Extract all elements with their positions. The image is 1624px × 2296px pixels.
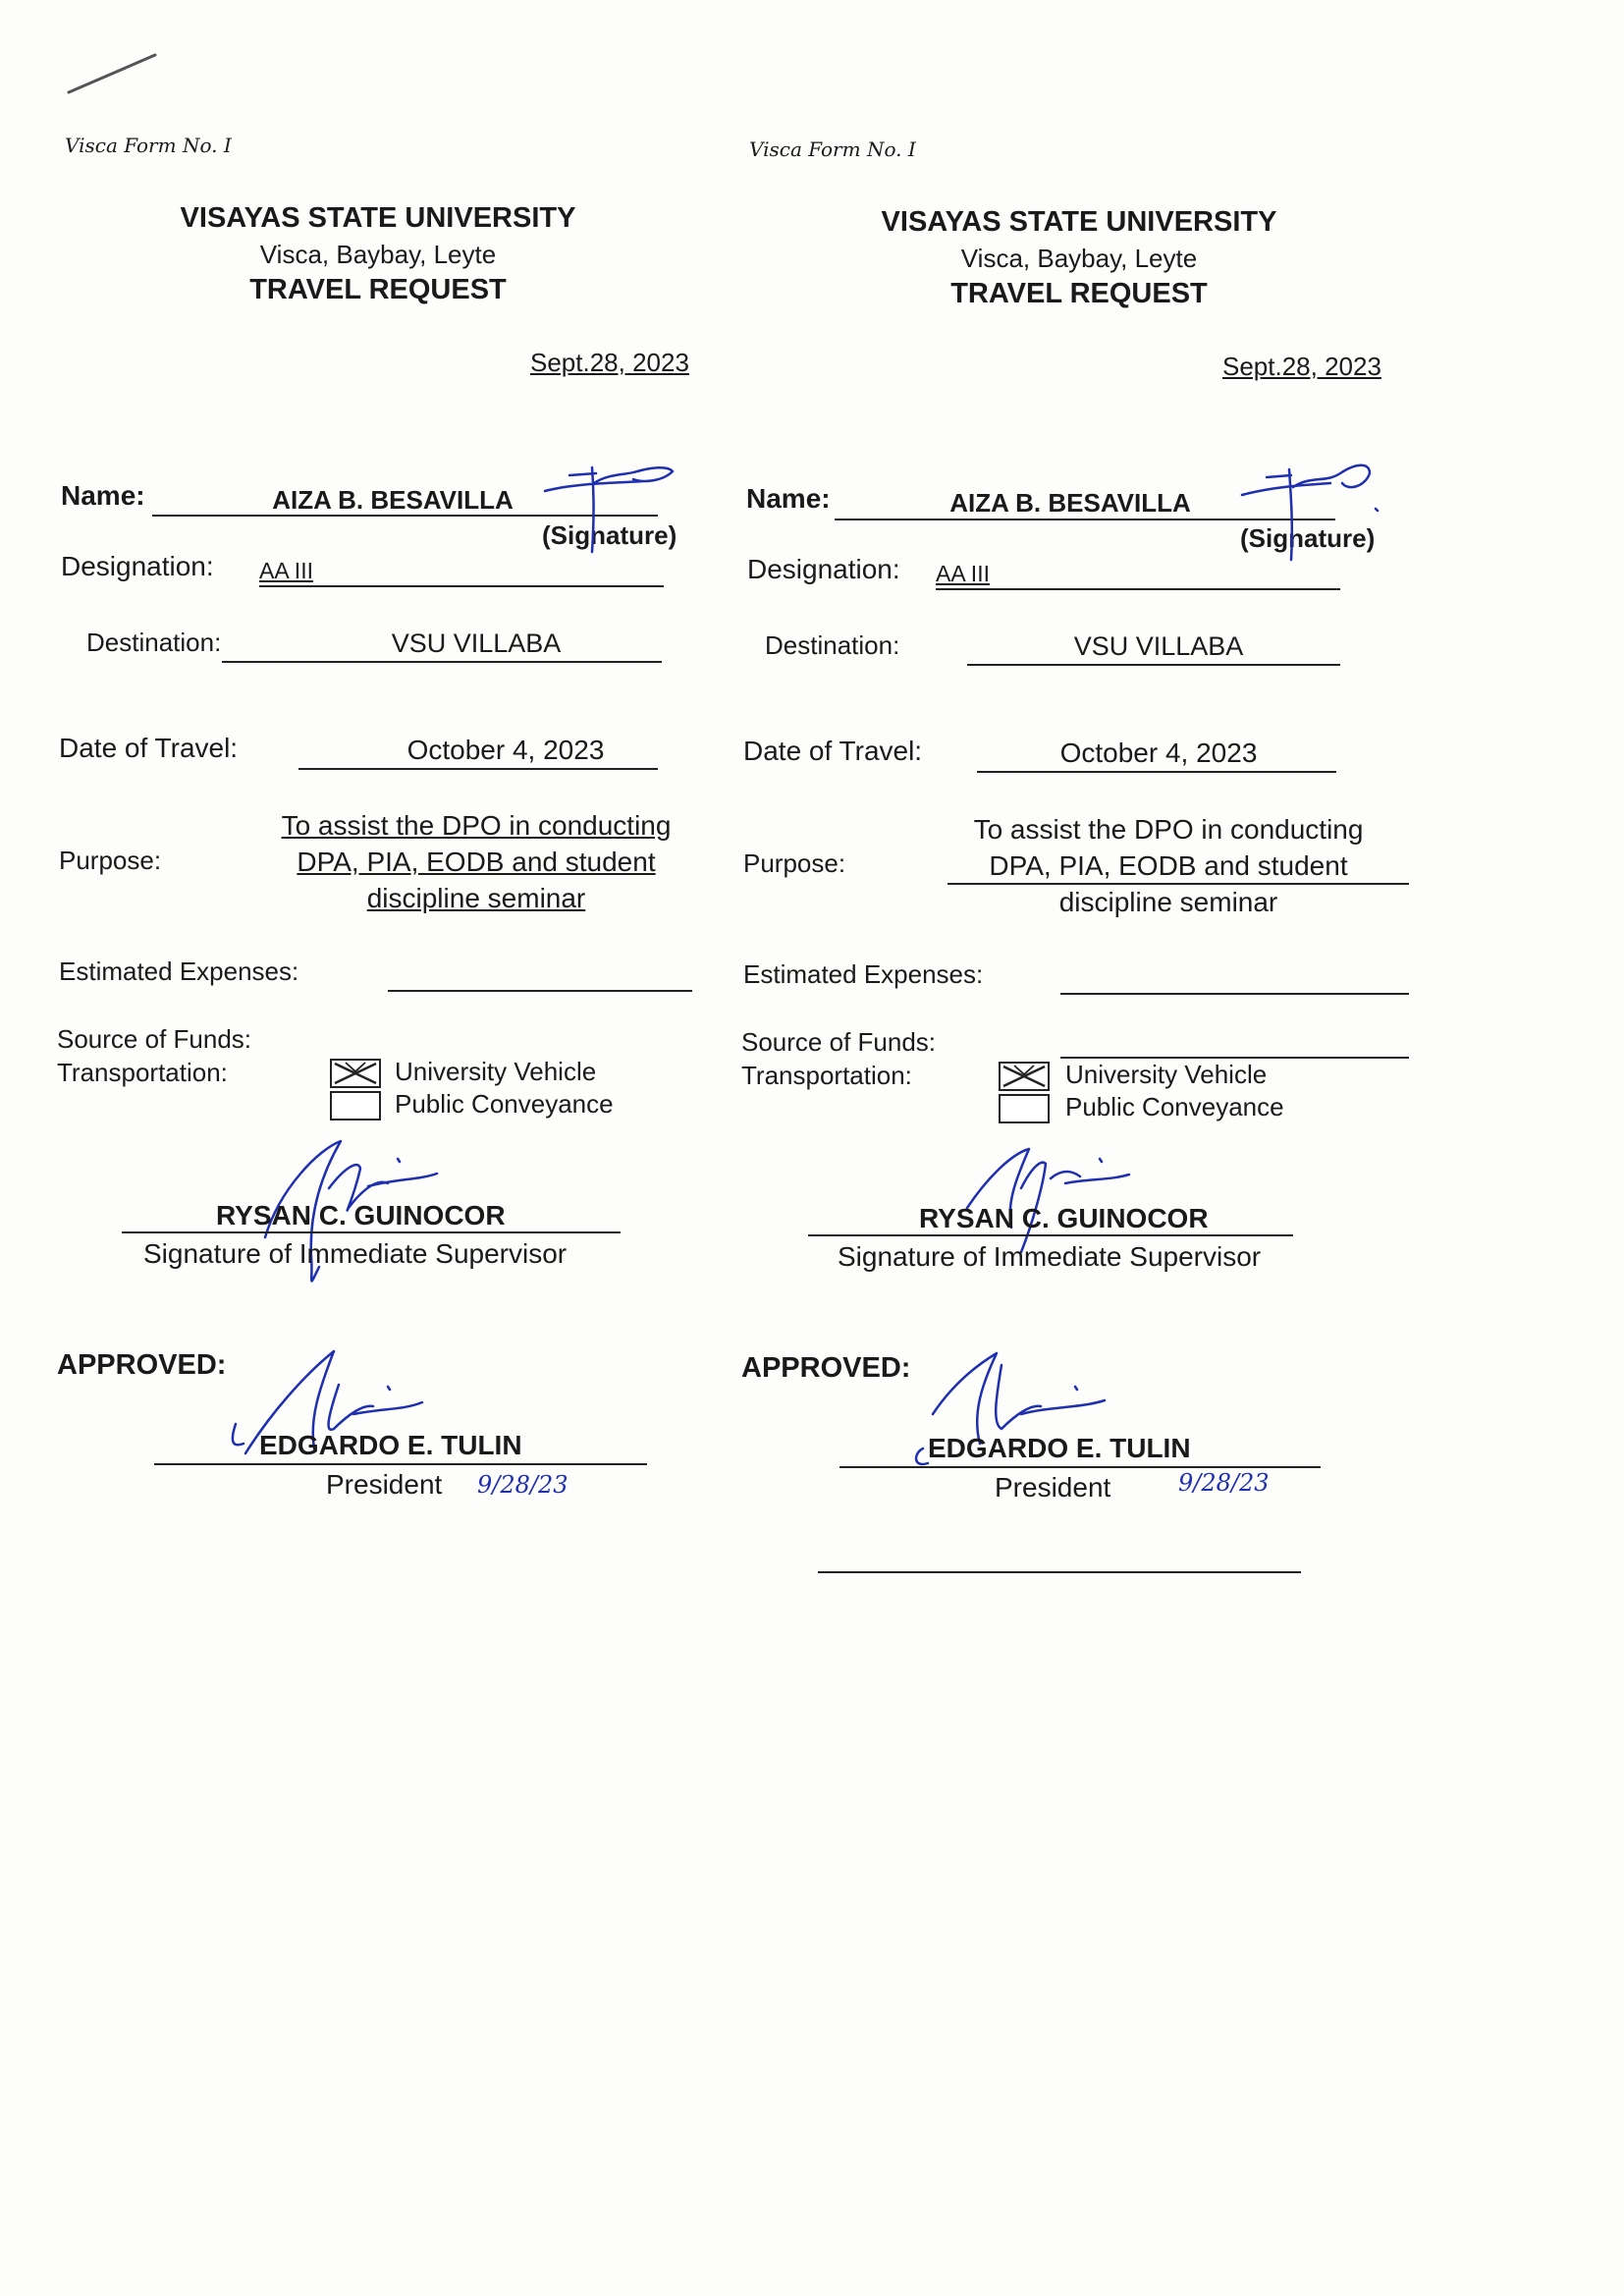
public-conveyance-label: Public Conveyance bbox=[1065, 1092, 1284, 1121]
designation-label: Designation: bbox=[747, 554, 900, 584]
destination-line bbox=[967, 664, 1340, 666]
date-of-travel-label: Date of Travel: bbox=[743, 736, 923, 766]
university-vehicle-checkbox[interactable] bbox=[330, 1059, 381, 1088]
destination-value: VSU VILLABA bbox=[391, 629, 562, 658]
form-number: Visca Form No. I bbox=[749, 137, 916, 161]
transportation-label: Transportation: bbox=[57, 1058, 228, 1087]
purpose-line-2: DPA, PIA, EODB and student bbox=[989, 850, 1348, 881]
university-vehicle-label: University Vehicle bbox=[1065, 1060, 1268, 1089]
source-of-funds-label: Source of Funds: bbox=[741, 1027, 936, 1057]
designation-line bbox=[259, 585, 664, 587]
approval-date-handwritten: 9/28/23 bbox=[1178, 1469, 1270, 1497]
travel-request-copy-1 bbox=[0, 0, 746, 1669]
supervisor-caption: Signature of Immediate Supervisor bbox=[838, 1241, 1262, 1272]
travel-request-copy-2 bbox=[682, 0, 1429, 1669]
date-of-travel-label: Date of Travel: bbox=[59, 733, 239, 763]
designation-label: Designation: bbox=[61, 551, 214, 581]
source-of-funds-line bbox=[1060, 1057, 1409, 1059]
transportation-label: Transportation: bbox=[741, 1061, 912, 1090]
approval-date-handwritten: 9/28/23 bbox=[477, 1471, 568, 1499]
date-of-travel-value: October 4, 2023 bbox=[1059, 738, 1258, 768]
name-value: AIZA B. BESAVILLA bbox=[272, 485, 514, 515]
date-of-travel-value: October 4, 2023 bbox=[406, 735, 605, 765]
estimated-expenses-label: Estimated Expenses: bbox=[743, 959, 984, 989]
designation-value: AA III bbox=[259, 558, 313, 583]
approver-title: President bbox=[995, 1472, 1111, 1503]
signature-label: (Signature) bbox=[1240, 523, 1376, 553]
president-signature bbox=[903, 1336, 1139, 1493]
source-of-funds-label: Source of Funds: bbox=[57, 1024, 251, 1054]
request-date: Sept.28, 2023 bbox=[530, 348, 689, 377]
estimated-expenses-line bbox=[1060, 993, 1409, 995]
form-title: TRAVEL REQUEST bbox=[950, 278, 1208, 309]
approver-name: EDGARDO E. TULIN bbox=[259, 1430, 522, 1460]
purpose-text bbox=[947, 811, 1389, 920]
request-date: Sept.28, 2023 bbox=[1222, 352, 1381, 381]
purpose-text bbox=[241, 807, 712, 916]
extra-blank-line bbox=[818, 1571, 1301, 1573]
name-label: Name: bbox=[746, 483, 831, 514]
supervisor-line bbox=[808, 1234, 1293, 1236]
public-conveyance-checkbox[interactable] bbox=[999, 1094, 1050, 1123]
purpose-label: Purpose: bbox=[743, 848, 846, 878]
university-vehicle-checkbox[interactable] bbox=[999, 1062, 1050, 1091]
form-number: Visca Form No. I bbox=[65, 134, 232, 157]
supervisor-line bbox=[122, 1231, 621, 1233]
university-address: Visca, Baybay, Leyte bbox=[259, 240, 497, 269]
form-title: TRAVEL REQUEST bbox=[249, 274, 507, 305]
supervisor-caption: Signature of Immediate Supervisor bbox=[143, 1238, 568, 1269]
purpose-line-2: DPA, PIA, EODB and student bbox=[297, 847, 656, 877]
approver-line bbox=[154, 1463, 647, 1465]
destination-label: Destination: bbox=[765, 630, 900, 660]
name-label: Name: bbox=[61, 480, 145, 511]
purpose-line-3: discipline seminar bbox=[366, 883, 586, 913]
approver-line bbox=[839, 1466, 1321, 1468]
destination-value: VSU VILLABA bbox=[1073, 631, 1244, 661]
purpose-line-1: To assist the DPO in conducting bbox=[281, 810, 672, 841]
approved-label: APPROVED: bbox=[57, 1349, 227, 1381]
approved-label: APPROVED: bbox=[741, 1352, 911, 1384]
university-vehicle-label: University Vehicle bbox=[395, 1057, 597, 1086]
designation-value: AA III bbox=[936, 561, 990, 586]
destination-label: Destination: bbox=[86, 628, 222, 657]
signature-label: (Signature) bbox=[542, 520, 677, 550]
university-name: VISAYAS STATE UNIVERSITY bbox=[180, 202, 576, 234]
purpose-line-3: discipline seminar bbox=[1058, 887, 1278, 917]
approver-title: President bbox=[326, 1469, 443, 1500]
designation-line bbox=[936, 588, 1340, 590]
public-conveyance-checkbox[interactable] bbox=[330, 1091, 381, 1121]
public-conveyance-label: Public Conveyance bbox=[395, 1089, 614, 1119]
purpose-line-1: To assist the DPO in conducting bbox=[973, 814, 1364, 845]
destination-line bbox=[222, 661, 662, 663]
approver-name: EDGARDO E. TULIN bbox=[928, 1433, 1191, 1463]
employee-signature bbox=[1232, 454, 1380, 572]
university-name: VISAYAS STATE UNIVERSITY bbox=[881, 206, 1277, 238]
supervisor-name: RYSAN C. GUINOCOR bbox=[919, 1203, 1209, 1233]
supervisor-name: RYSAN C. GUINOCOR bbox=[216, 1200, 506, 1230]
purpose-line bbox=[947, 883, 1409, 885]
university-address: Visca, Baybay, Leyte bbox=[960, 244, 1198, 273]
employee-signature bbox=[535, 454, 682, 562]
estimated-expenses-label: Estimated Expenses: bbox=[59, 957, 299, 986]
estimated-expenses-line bbox=[388, 990, 692, 992]
purpose-label: Purpose: bbox=[59, 846, 162, 875]
date-of-travel-line bbox=[977, 771, 1336, 773]
date-of-travel-line bbox=[298, 768, 658, 770]
name-value: AIZA B. BESAVILLA bbox=[949, 488, 1191, 518]
